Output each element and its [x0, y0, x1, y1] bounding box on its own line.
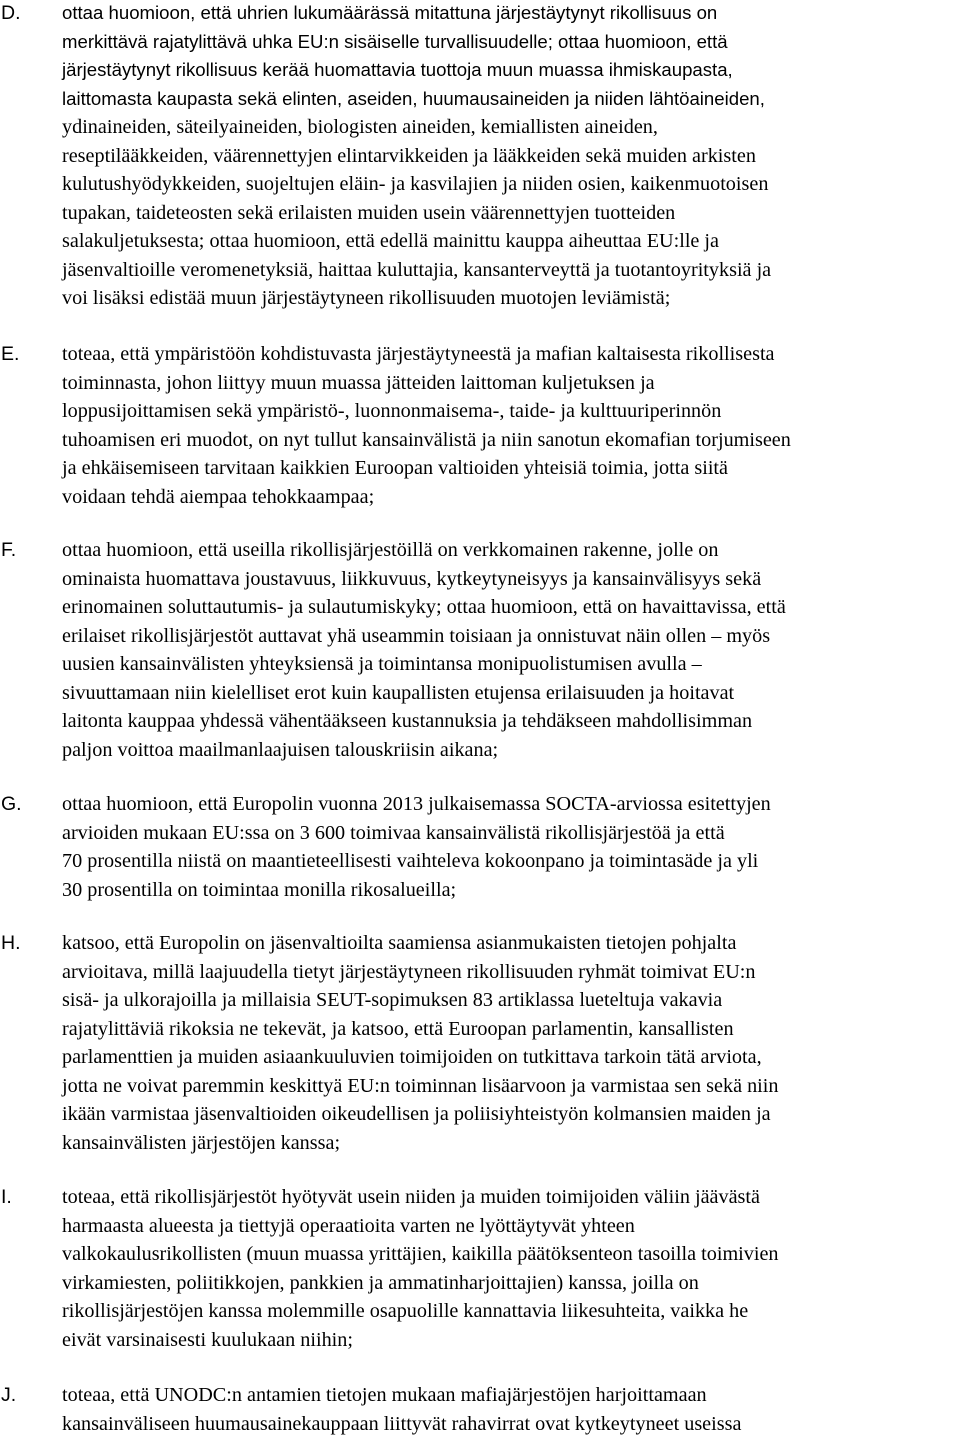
clause-label: I.	[1, 1186, 12, 1208]
text-line: rikollisjärjestöjen kanssa molemmille osapuolille kannattavia liikesuhteita, vaikka he	[62, 1300, 749, 1322]
text-line: toiminnasta, johon liittyy muun muassa jätteiden laittoman kuljetuksen ja	[62, 371, 655, 394]
text-line: erinomainen soluttautumis- ja sulautumiskyky; ottaa huomioon, että on havaittavissa, että	[62, 596, 786, 618]
text-line: rajatylittäviä rikoksia ne tekevät, ja katsoo, että Euroopan parlamentin, kansallisten	[62, 1017, 734, 1040]
text-line: reseptilääkkeiden, väärennettyjen elintarvikkeiden ja lääkkeiden sekä muiden arkisten	[62, 144, 756, 167]
clause-text	[62, 929, 960, 1157]
clause-label: H.	[1, 932, 21, 954]
text-line: kansainväliseen huumausainekauppaan liittyvät rahavirrat ovat kytkeytyneet useissa	[62, 1412, 742, 1435]
clause-label: G.	[1, 793, 22, 815]
text-line: salakuljetuksesta; ottaa huomioon, että edellä mainittu kauppa aiheuttaa EU:lle ja	[62, 230, 720, 252]
text-line: sisä- ja ulkorajoilla ja millaisia SEUT-sopimuksen 83 artiklassa lueteltuja vakavia	[62, 989, 723, 1011]
text-line: jotta ne voivat paremmin keskittyä EU:n toiminnan lisäarvoon ja varmistaa sen sekä niin	[62, 1074, 779, 1097]
text-line: järjestäytynyt rikollisuus kerää huomattavia tuottoja muun muassa ihmiskaupasta,	[62, 59, 733, 80]
clause-label: E.	[1, 343, 20, 365]
text-line: laittomasta kaupasta sekä elinten, aseiden, huumausaineiden ja niiden lähtöaineiden,	[62, 87, 765, 109]
text-line: voi lisäksi edistää muun järjestäytyneen rikollisuuden muotojen leviämistä;	[62, 287, 671, 309]
text-line: valkokaulusrikollisten (muun muassa yrittäjien, kaikilla päätöksenteon tasoilla toimivien	[62, 1243, 779, 1265]
clause-label: F.	[1, 539, 17, 561]
text-line: tuhoamisen eri muodot, on nyt tullut kansainvälistä ja niin sanotun ekomafian torjumiseen	[62, 428, 791, 451]
text-line: parlamenttien ja muiden asiaankuuluvien toimijoiden on tutkittava tarkoin tätä arviota,	[62, 1046, 762, 1068]
text-line: ikään varmistaa jäsenvaltioiden oikeudellisen ja poliisiyhteistyön kolmansien maiden ja	[62, 1103, 771, 1125]
text-line: paljon voittoa maailmanlaajuisen talouskriisin aikana;	[62, 738, 499, 761]
text-line: ydinaineiden, säteilyaineiden, biologisten aineiden, kemiallisten aineiden,	[62, 116, 658, 138]
text-line: tupakan, taideteosten sekä erilaisten muiden usein väärennettyjen tuotteiden	[62, 201, 676, 224]
clause-label: J.	[1, 1384, 17, 1406]
text-line: arvioitava, millä laajuudella tietyt järjestäytyneen rikollisuuden ryhmät toimivat EU:n	[62, 960, 756, 983]
text-line: virkamiesten, poliitikkojen, pankkien ja ammatinharjoittajien) kanssa, joilla on	[62, 1271, 699, 1294]
text-line: harmaasta alueesta ja tiettyjä operaatioita varten ne lyöttäytyvät yhteen	[62, 1214, 635, 1237]
text-line: ja ehkäisemiseen tarvitaan kaikkien Euroopan valtioiden yhteisiä toimia, jotta siitä	[62, 457, 728, 479]
text-line: laitonta kauppaa yhdessä vähentääkseen kustannuksia ja tehdäkseen mahdollisimman	[62, 710, 753, 732]
text-line: toteaa, että ympäristöön kohdistuvasta järjestäytyneestä ja mafian kaltaisesta rikollisesta	[62, 343, 775, 365]
clause-text	[62, 0, 960, 313]
text-line: ominaista huomattava joustavuus, liikkuvuus, kytkeytyneisyys ja kansainvälisyys sekä	[62, 567, 762, 590]
clause-text	[62, 536, 960, 764]
text-line: katsoo, että Europolin on jäsenvaltioilta saamiensa asianmukaisten tietojen pohjalta	[62, 932, 737, 954]
text-line: ottaa huomioon, että useilla rikollisjärjestöillä on verkkomainen rakenne, jolle on	[62, 539, 719, 561]
text-line: 30 prosentilla on toimintaa monilla rikosalueilla;	[62, 878, 457, 901]
text-line: jäsenvaltioille veromenetyksiä, haittaa kuluttajia, kansanterveyttä ja tuotantoyrityksiä ja	[62, 258, 772, 281]
text-line: kulutushyödykkeiden, suojeltujen eläin- ja kasvilajien ja niiden osien, kaikenmuotoisen	[62, 173, 769, 195]
text-line: voidaan tehdä aiempaa tehokkaampaa;	[62, 485, 375, 508]
text-line: kansainvälisten järjestöjen kanssa;	[62, 1131, 341, 1154]
text-line: sivuuttamaan niin kielelliset erot kuin kaupallisten etujensa erilaisuuden ja hoitavat	[62, 681, 735, 704]
text-line: erilaiset rikollisjärjestöt auttavat yhä useammin toisiaan ja onnistuvat näin ollen – myös	[62, 624, 771, 647]
text-line: ottaa huomioon, että uhrien lukumäärässä mitattuna järjestäytynyt rikollisuus on	[62, 2, 718, 23]
text-line: merkittävä rajatylittävä uhka EU:n sisäiselle turvallisuudelle; ottaa huomioon, että	[62, 30, 728, 52]
text-line: arvioiden mukaan EU:ssa on 3 600 toimivaa kansainvälistä rikollisjärjestöä ja että	[62, 821, 725, 844]
text-line: uusien kansainvälisten yhteyksiensä ja toimintansa monipuolistumisen avulla –	[62, 653, 702, 675]
clause-text	[62, 1183, 960, 1354]
clause-text	[62, 340, 960, 511]
clause-label: D.	[1, 2, 21, 24]
text-line: loppusijoittamisen sekä ympäristö-, luonnonmaisema-, taide- ja kulttuuriperinnön	[62, 400, 722, 422]
text-line: toteaa, että UNODC:n antamien tietojen mukaan mafiajärjestöjen harjoittamaan	[62, 1384, 707, 1406]
text-line: ottaa huomioon, että Europolin vuonna 2013 julkaisemassa SOCTA-arviossa esitettyjen	[62, 793, 771, 815]
text-line: eivät varsinaisesti kuulukaan niihin;	[62, 1328, 353, 1351]
text-line: 70 prosentilla niistä on maantieteellisesti vaihteleva kokoonpano ja toimintasäde ja yli	[62, 850, 759, 872]
text-line: toteaa, että rikollisjärjestöt hyötyvät usein niiden ja muiden toimijoiden väliin jäävästä	[62, 1186, 760, 1208]
clause-text	[62, 1381, 960, 1438]
clause-text	[62, 790, 960, 904]
